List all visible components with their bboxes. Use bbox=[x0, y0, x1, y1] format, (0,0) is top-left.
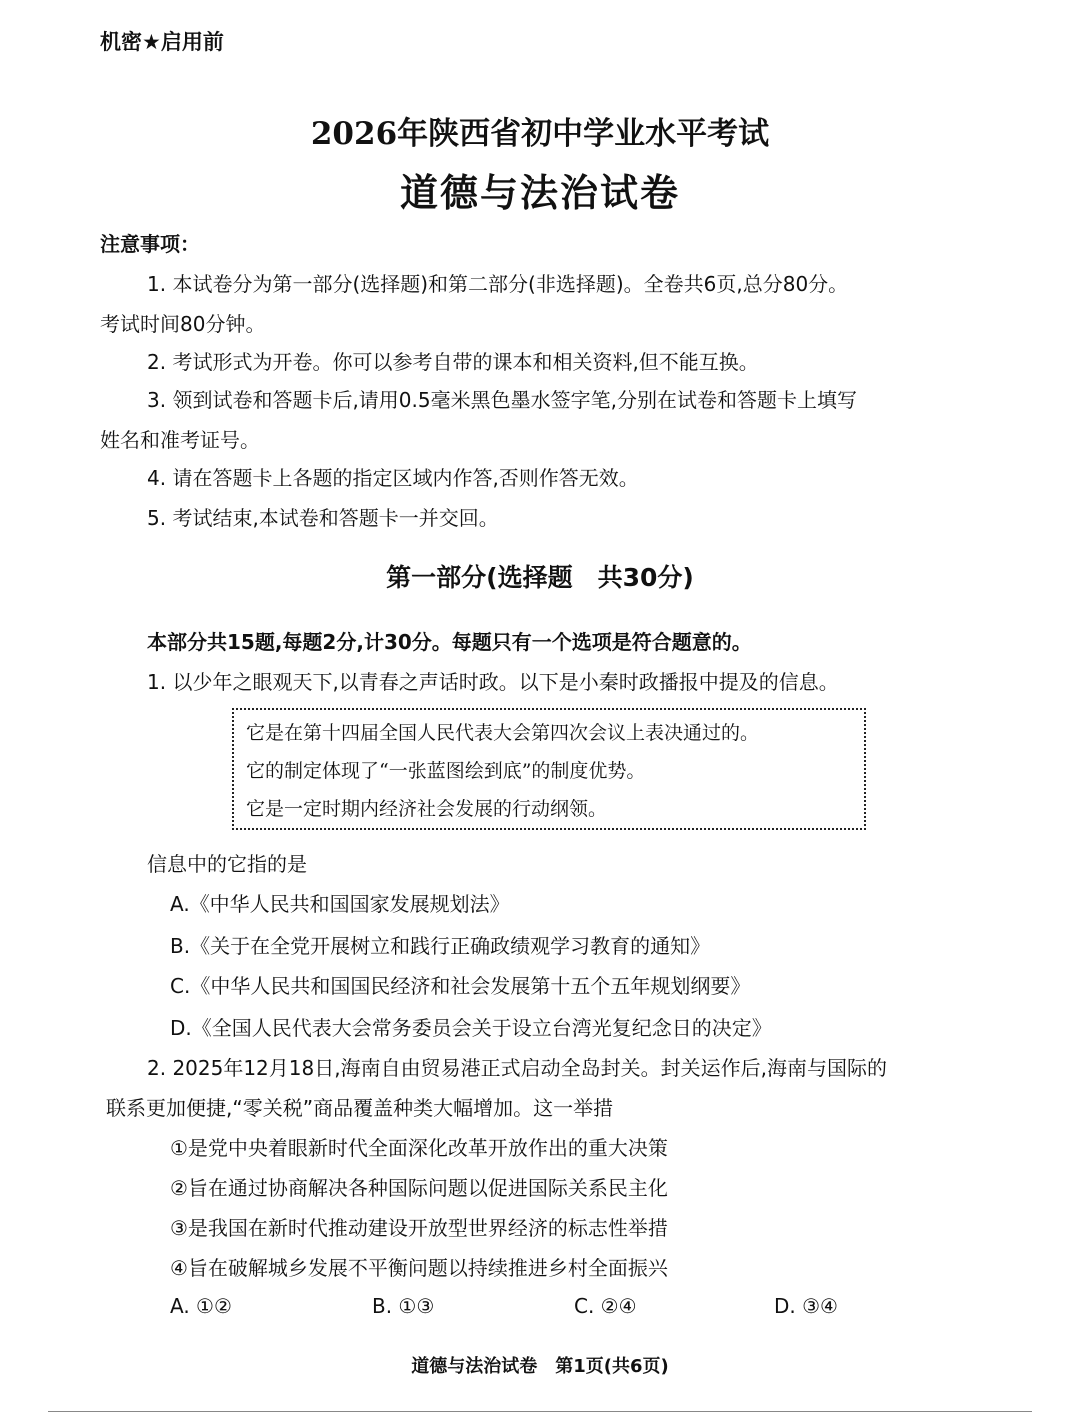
question-1-option-b: B.《关于在全党开展树立和践行正确政绩观学习教育的通知》 bbox=[170, 934, 711, 958]
question-1-prompt: 信息中的它指的是 bbox=[147, 852, 307, 876]
question-2-stem-cont: 联系更加便捷,“零关税”商品覆盖种类大幅增加。这一举措 bbox=[106, 1096, 614, 1120]
page-footer: 道德与法治试卷 第1页(共6页) bbox=[411, 1356, 669, 1377]
question-1-stem: 1. 以少年之眼观天下,以青春之声话时政。以下是小秦时政播报中提及的信息。 bbox=[147, 670, 839, 694]
question-1-option-c: C.《中华人民共和国国民经济和社会发展第十五个五年规划纲要》 bbox=[170, 974, 751, 998]
confidential-label: 机密★启用前 bbox=[100, 30, 224, 54]
question-2-choice-d: D. ③④ bbox=[774, 1294, 838, 1318]
subject-title: 道德与法治试卷 bbox=[399, 171, 680, 215]
notice-item-1-cont: 考试时间80分钟。 bbox=[100, 312, 266, 336]
section-instruction: 本部分共15题,每题2分,计30分。每题只有一个选项是符合题意的。 bbox=[147, 630, 752, 654]
exam-title: 2026年陕西省初中学业水平考试 bbox=[310, 116, 770, 152]
notice-heading: 注意事项： bbox=[100, 232, 200, 256]
section-title: 第一部分(选择题 共30分) bbox=[386, 563, 694, 592]
notice-item-3: 3. 领到试卷和答题卡后,请用0.5毫米黑色墨水签字笔,分别在试卷和答题卡上填写 bbox=[147, 388, 857, 412]
info-box bbox=[232, 708, 866, 830]
question-1-option-d: D.《全国人民代表大会常务委员会关于设立台湾光复纪念日的决定》 bbox=[170, 1016, 772, 1040]
question-2-choice-b: B. ①③ bbox=[372, 1294, 435, 1318]
info-box-line: 它的制定体现了“一张蓝图绘到底”的制度优势。 bbox=[246, 760, 646, 782]
info-box-line: 它是一定时期内经济社会发展的行动纲领。 bbox=[246, 798, 608, 820]
question-2-stem: 2. 2025年12月18日,海南自由贸易港正式启动全岛封关。封关运作后,海南与国际的 bbox=[147, 1056, 887, 1080]
question-2-statement-1: ①是党中央着眼新时代全面深化改革开放作出的重大决策 bbox=[170, 1136, 668, 1160]
question-2-choice-a: A. ①② bbox=[170, 1294, 232, 1318]
notice-item-4: 4. 请在答题卡上各题的指定区域内作答,否则作答无效。 bbox=[147, 466, 639, 490]
notice-item-2: 2. 考试形式为开卷。你可以参考自带的课本和相关资料,但不能互换。 bbox=[147, 350, 759, 374]
question-2-statement-2: ②旨在通过协商解决各种国际问题以促进国际关系民主化 bbox=[170, 1176, 668, 1200]
question-1-option-a: A.《中华人民共和国国家发展规划法》 bbox=[170, 892, 510, 916]
notice-item-1: 1. 本试卷分为第一部分(选择题)和第二部分(非选择题)。全卷共6页,总分80分。 bbox=[147, 272, 849, 296]
question-2-choice-c: C. ②④ bbox=[574, 1294, 637, 1318]
notice-item-5: 5. 考试结束,本试卷和答题卡一并交回。 bbox=[147, 506, 499, 530]
question-2-statement-3: ③是我国在新时代推动建设开放型世界经济的标志性举措 bbox=[170, 1216, 668, 1240]
question-2-statement-4: ④旨在破解城乡发展不平衡问题以持续推进乡村全面振兴 bbox=[170, 1256, 668, 1280]
bottom-divider bbox=[48, 1411, 1032, 1412]
notice-item-3-cont: 姓名和准考证号。 bbox=[100, 428, 260, 452]
info-box-line: 它是在第十四届全国人民代表大会第四次会议上表决通过的。 bbox=[246, 722, 760, 744]
